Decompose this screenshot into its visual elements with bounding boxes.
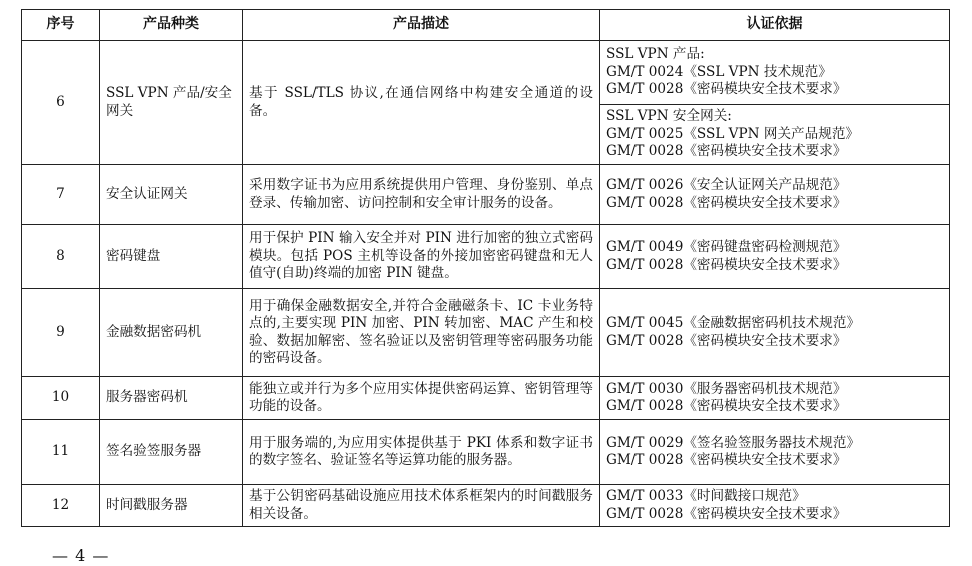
table-row [22, 41, 950, 105]
product-category: 金融数据密码机 [100, 289, 243, 377]
basis-line: GM/T 0030《服务器密码机技术规范》 [606, 380, 847, 397]
basis-line: GM/T 0029《签名验签服务器技术规范》 [606, 434, 861, 451]
row-number: 9 [22, 289, 100, 377]
certification-basis [600, 420, 950, 485]
product-description: 用于服务端的,为应用实体提供基于 PKI 体系和数字证书的数字签名、验证签名等运算功能的服务器。 [243, 420, 600, 485]
product-description: 基于公钥密码基础设施应用技术体系框架内的时间戳服务相关设备。 [243, 485, 600, 527]
basis-line: GM/T 0028《密码模块安全技术要求》 [606, 256, 847, 273]
certification-basis [600, 377, 950, 420]
product-category: 服务器密码机 [100, 377, 243, 420]
product-category: 时间戳服务器 [100, 485, 243, 527]
row-number: 6 [22, 41, 100, 165]
row-number: 10 [22, 377, 100, 420]
product-category: 签名验签服务器 [100, 420, 243, 485]
product-category: 安全认证网关 [100, 165, 243, 225]
header-basis: 认证依据 [600, 10, 950, 41]
table-row [22, 225, 950, 289]
page-number: — 4 — [52, 546, 110, 565]
basis-line: GM/T 0026《安全认证网关产品规范》 [606, 177, 847, 194]
basis-line: GM/T 0028《密码模块安全技术要求》 [606, 194, 847, 211]
certification-basis [600, 485, 950, 527]
basis-line: SSL VPN 安全网关: [606, 108, 732, 125]
certification-basis [600, 165, 950, 225]
basis-line: GM/T 0028《密码模块安全技术要求》 [606, 143, 847, 160]
basis-line: SSL VPN 产品: [606, 46, 705, 63]
header-no: 序号 [22, 10, 100, 41]
basis-line: GM/T 0028《密码模块安全技术要求》 [606, 332, 847, 349]
basis-line: GM/T 0033《时间戳接口规范》 [606, 488, 806, 505]
certification-basis [600, 225, 950, 289]
table-row [22, 420, 950, 485]
table-row [22, 377, 950, 420]
product-description: 能独立或并行为多个应用实体提供密码运算、密钥管理等功能的设备。 [243, 377, 600, 420]
certification-basis [600, 41, 950, 105]
basis-line: GM/T 0028《密码模块安全技术要求》 [606, 398, 847, 414]
basis-line: GM/T 0028《密码模块安全技术要求》 [606, 452, 847, 468]
product-description: 用于保护 PIN 输入安全并对 PIN 进行加密的独立式密码模块。包括 POS 主机等设备的外接加密密码键盘和无人值守(自助)终端的加密 PIN 键盘。 [243, 225, 600, 289]
row-number: 7 [22, 165, 100, 225]
table-header-row [22, 10, 950, 41]
basis-line: GM/T 0045《金融数据密码机技术规范》 [606, 315, 861, 332]
basis-line: GM/T 0049《密码键盘密码检测规范》 [606, 239, 847, 256]
basis-line: GM/T 0024《SSL VPN 技术规范》 [606, 63, 832, 80]
product-description: 用于确保金融数据安全,并符合金融磁条卡、IC 卡业务特点的,主要实现 PIN 加密、PIN 转加密、MAC 产生和校验、数据加解密、签名验证以及密钥管理等密码服务功能的密码设备。 [243, 289, 600, 377]
product-category: 密码键盘 [100, 225, 243, 289]
row-number: 8 [22, 225, 100, 289]
table-row [22, 165, 950, 225]
header-description: 产品描述 [243, 10, 600, 41]
product-description: 采用数字证书为应用系统提供用户管理、身份鉴别、单点登录、传输加密、访问控制和安全审计服务的设备。 [243, 165, 600, 225]
certification-basis [600, 105, 950, 165]
certification-table [21, 9, 950, 527]
product-description: 基于 SSL/TLS 协议,在通信网络中构建安全通道的设备。 [243, 41, 600, 165]
basis-line: GM/T 0028《密码模块安全技术要求》 [606, 505, 847, 522]
table-row [22, 485, 950, 527]
row-number: 12 [22, 485, 100, 527]
certification-basis [600, 289, 950, 377]
basis-line: GM/T 0025《SSL VPN 网关产品规范》 [606, 125, 860, 142]
product-category: SSL VPN 产品/安全网关 [100, 41, 243, 165]
table-row [22, 289, 950, 377]
row-number: 11 [22, 420, 100, 485]
header-category: 产品种类 [100, 10, 243, 41]
basis-line: GM/T 0028《密码模块安全技术要求》 [606, 81, 847, 98]
